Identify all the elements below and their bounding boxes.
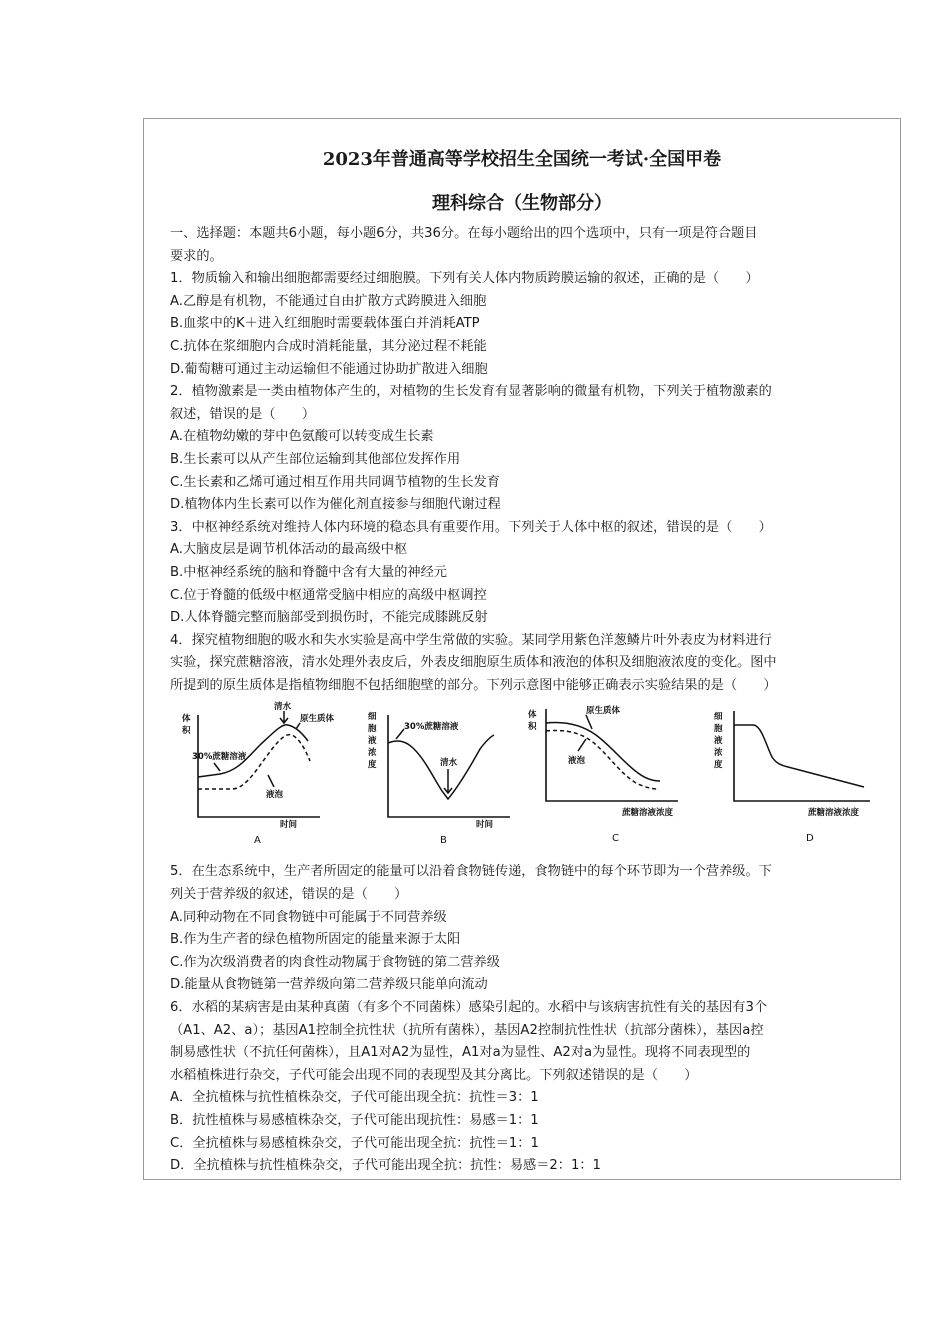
question-1-option-b: B.血浆中的K＋进入红细胞时需要载体蛋白并消耗ATP xyxy=(170,316,480,332)
figure-a-ylabel-1: 体 xyxy=(182,714,191,725)
figure-a-arrow-sucrose xyxy=(214,763,220,771)
figure-a-arrow-vacuole xyxy=(268,775,274,787)
figure-c-label-vacuole: 液泡 xyxy=(568,756,586,767)
page-title: 2023年普通高等学校招生全国统一考试·全国甲卷 xyxy=(322,149,722,170)
figure-a-label-protoplast: 原生质体 xyxy=(300,714,335,725)
question-5-stem-cont: 列关于营养级的叙述，错误的是（ ） xyxy=(170,887,408,903)
figure-a-xlabel: 时间 xyxy=(280,820,298,831)
figure-b-ylabel-4: 浓 xyxy=(368,748,377,759)
question-1-option-d: D.葡萄糖可通过主动运输但不能通过协助扩散进入细胞 xyxy=(170,361,488,377)
question-3-option-c: C.位于脊髓的低级中枢通常受脑中相应的高级中枢调控 xyxy=(170,587,487,603)
question-5-option-a: A.同种动物在不同食物链中可能属于不同营养级 xyxy=(170,909,447,925)
question-6-stem: 6．水稻的某病害是由某种真菌（有多个不同菌株）感染引起的。水稻中与该病害抗性有关的基因有3个 xyxy=(170,1000,768,1016)
figure-d-caption: D xyxy=(806,833,814,845)
figure-c-ylabel-2: 积 xyxy=(528,722,537,733)
figure-d-ylabel-5: 度 xyxy=(714,760,723,771)
figure-d-ylabel-4: 浓 xyxy=(714,748,723,759)
figure-a-ylabel-2: 积 xyxy=(182,726,191,737)
figure-d-ylabel-3: 液 xyxy=(714,736,723,747)
figure-a xyxy=(176,701,335,860)
figure-b-ylabel-2: 胞 xyxy=(368,724,377,735)
figure-a-label-sucrose: 30%蔗糖溶液 xyxy=(192,752,247,763)
question-1-option-c: C.抗体在浆细胞内合成时消耗能量，其分泌过程不耗能 xyxy=(170,338,487,354)
question-6-stem-cont-3: 水稻植株进行杂交，子代可能会出现不同的表现型及其分离比。下列叙述错误的是（ ） xyxy=(170,1067,698,1083)
figure-b-label-water: 清水 xyxy=(440,758,458,769)
figure-a-arrow-water xyxy=(280,711,288,723)
question-5-option-d: D.能量从食物链第一营养级向第二营养级只能单向流动 xyxy=(170,977,488,993)
figure-c xyxy=(526,701,686,860)
figure-d-plot xyxy=(710,701,872,851)
question-6-option-d: D．全抗植株与抗性植株杂交，子代可能出现全抗：抗性：易感＝2：1：1 xyxy=(170,1158,601,1174)
question-6-option-c: C．全抗植株与易感植株杂交，子代可能出现全抗：抗性＝1：1 xyxy=(170,1135,539,1151)
question-2-stem-cont: 叙述，错误的是（ ） xyxy=(170,406,316,422)
question-3-option-b: B.中枢神经系统的脑和脊髓中含有大量的神经元 xyxy=(170,564,447,580)
question-1-stem: 1．物质输入和输出细胞都需要经过细胞膜。下列有关人体内物质跨膜运输的叙述，正确的是（ ） xyxy=(170,271,759,287)
figure-d-ylabel-1: 细 xyxy=(714,712,723,723)
question-4-stem-cont-2: 所提到的原生质体是指植物细胞不包括细胞壁的部分。下列示意图中能够正确表示实验结果的是（ ） xyxy=(170,677,777,693)
exam-sheet xyxy=(143,118,901,1180)
question-2-stem: 2．植物激素是一类由植物体产生的，对植物的生长发育有显著影响的微量有机物，下列关于植物激素的 xyxy=(170,384,772,400)
figure-a-plot xyxy=(176,701,335,851)
figure-b-ylabel-5: 度 xyxy=(368,760,377,771)
section-intro: 一、选择题：本题共6小题，每小题6分，共36分。在每小题给出的四个选项中，只有一项是符合题目 xyxy=(170,226,758,241)
figure-b-xlabel: 时间 xyxy=(476,820,494,831)
figure-b-label-sucrose: 30%蔗糖溶液 xyxy=(404,722,459,733)
figure-d-curve xyxy=(734,725,864,787)
exam-body xyxy=(170,223,872,1178)
question-3-option-d: D.人体脊髓完整而脑部受到损伤时，不能完成膝跳反射 xyxy=(170,610,488,626)
figure-b-plot xyxy=(362,701,512,851)
question-2-option-d: D.植物体内生长素可以作为催化剂直接参与细胞代谢过程 xyxy=(170,497,501,513)
figure-a-label-water: 清水 xyxy=(274,702,292,713)
figure-b-caption: B xyxy=(440,835,447,847)
figure-b-ylabel-1: 细 xyxy=(368,712,377,723)
figure-b-ylabel-3: 液 xyxy=(368,736,377,747)
question-6-option-a: A．全抗植株与抗性植株杂交，子代可能出现全抗：抗性＝3：1 xyxy=(170,1090,539,1106)
figure-c-plot xyxy=(526,701,686,851)
figure-b-arrow-water xyxy=(444,769,452,793)
figure-b-arrow-sucrose xyxy=(396,729,404,739)
figure-a-caption: A xyxy=(254,835,261,847)
figure-a-protoplast-curve xyxy=(198,725,308,777)
question-2-option-c: C.生长素和乙烯可通过相互作用共同调节植物的生长发育 xyxy=(170,474,500,490)
question-6-stem-cont-1: （A1、A2、a）；基因A1控制全抗性状（抗所有菌株），基因A2控制抗性性状（抗部分菌株），基因a控 xyxy=(170,1022,764,1038)
figure-d xyxy=(710,701,872,860)
question-4-stem-cont-1: 实验，探究蔗糖溶液，清水处理外表皮后，外表皮细胞原生质体和液泡的体积及细胞液浓度的变化。图中 xyxy=(170,655,777,671)
question-1-option-a: A.乙醇是有机物，不能通过自由扩散方式跨膜进入细胞 xyxy=(170,293,487,309)
figure-d-xlabel: 蔗糖溶液浓度 xyxy=(808,808,860,819)
figure-b xyxy=(362,701,512,860)
question-5-option-b: B.作为生产者的绿色植物所固定的能量来源于太阳 xyxy=(170,932,461,948)
question-2-option-b: B.生长素可以从产生部位运输到其他部位发挥作用 xyxy=(170,451,461,467)
figure-c-ylabel-1: 体 xyxy=(528,710,537,721)
question-2-option-a: A.在植物幼嫩的芽中色氨酸可以转变成生长素 xyxy=(170,429,434,445)
question-4-stem: 4．探究植物细胞的吸水和失水实验是高中学生常做的实验。某同学用紫色洋葱鳞片叶外表皮为材料进行 xyxy=(170,632,772,648)
question-5-option-c: C.作为次级消费者的肉食性动物属于食物链的第二营养级 xyxy=(170,954,500,970)
question-4-figures xyxy=(170,701,872,853)
question-3-stem: 3．中枢神经系统对维持人体内环境的稳态具有重要作用。下列关于人体中枢的叙述，错误的是（ ） xyxy=(170,519,772,535)
question-3-option-a: A.大脑皮层是调节机体活动的最高级中枢 xyxy=(170,542,408,558)
question-6-option-b: B．抗性植株与易感植株杂交，子代可能出现抗性：易感＝1：1 xyxy=(170,1113,539,1128)
figure-c-arrow-protoplast xyxy=(586,715,592,729)
figure-c-caption: C xyxy=(612,833,619,845)
section-intro-cont: 要求的。 xyxy=(170,248,223,264)
figure-a-label-vacuole: 液泡 xyxy=(266,790,284,801)
figure-c-label-protoplast: 原生质体 xyxy=(586,706,621,717)
figure-c-arrow-vacuole xyxy=(578,739,586,751)
question-6-stem-cont-2: 制易感性状（不抗任何菌株），且A1对A2为显性，A1对a为显性、A2对a为显性。现将不同表现型的 xyxy=(170,1045,751,1061)
question-5-stem: 5．在生态系统中，生产者所固定的能量可以沿着食物链传递，食物链中的每个环节即为一个营养级。下 xyxy=(170,864,772,880)
figure-d-ylabel-2: 胞 xyxy=(714,724,723,735)
page-subtitle: 理科综合（生物部分） xyxy=(432,193,612,214)
figure-c-xlabel: 蔗糖溶液浓度 xyxy=(622,808,674,819)
